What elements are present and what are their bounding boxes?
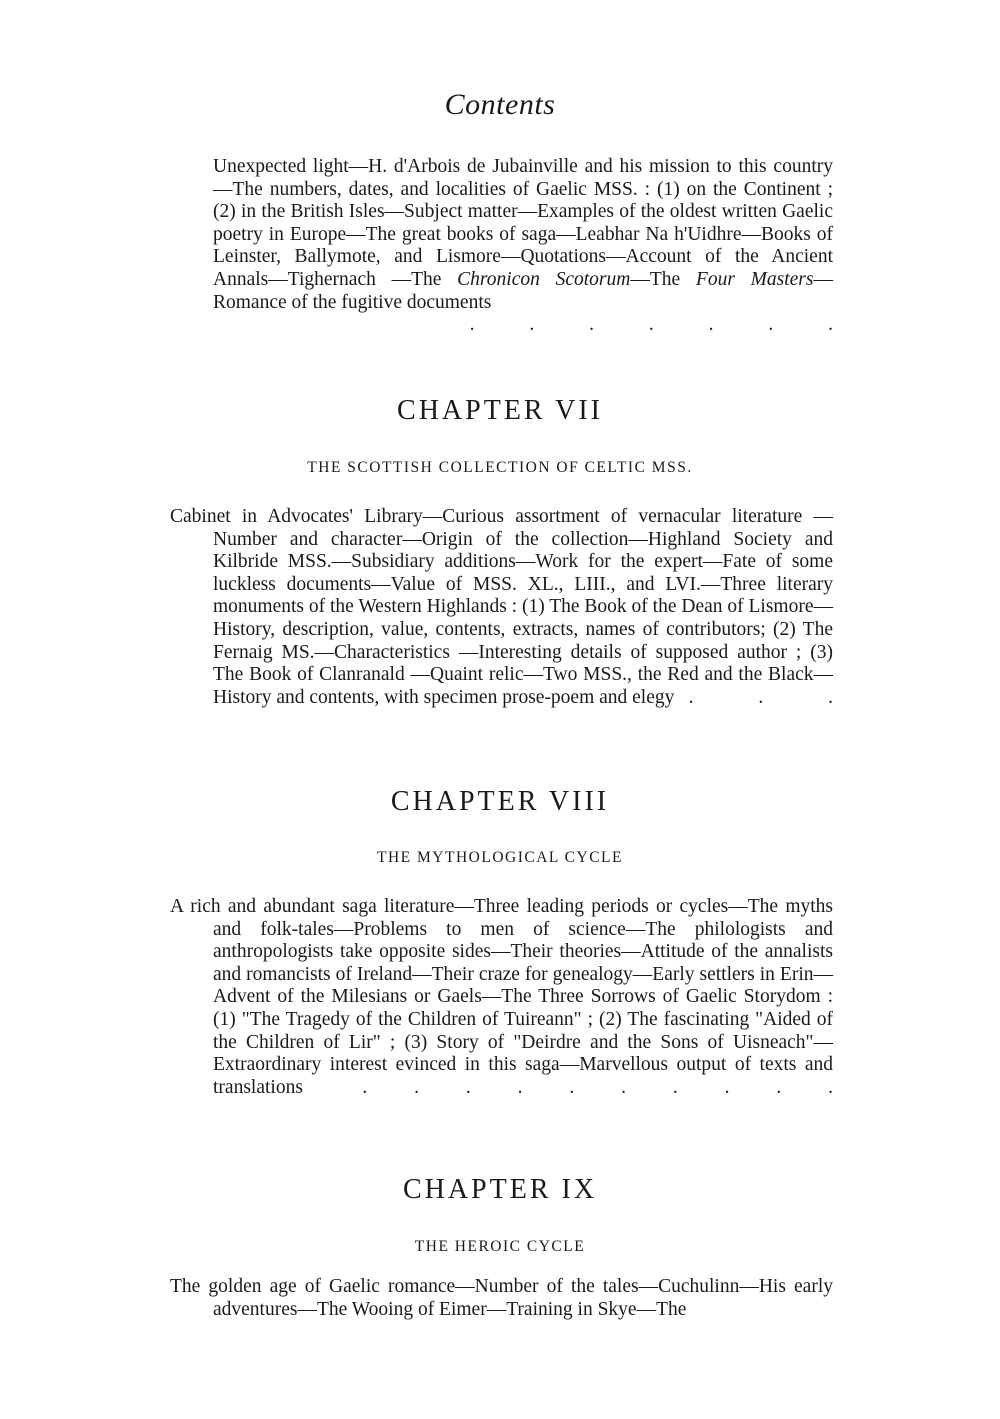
chapter6-summary-part3: —Romance of the fugitive documents xyxy=(213,268,833,313)
chapter9-heading: CHAPTER IX xyxy=(402,1174,598,1205)
chapter8-summary xyxy=(170,896,854,1099)
chapter6-italic-title-1: Chronicon Scotorum xyxy=(457,268,631,290)
chapter8-leader-dots: . . . . . . . . . . xyxy=(362,1076,854,1098)
chapter7-summary-text: Cabinet in Advocates' Library—Curious assortment of vernacular literature —Number and character—Origin of the collection—Highland Society and Kilbride MSS.—Subsidiary additions—Work for the expert—Fate of some luckless documents—Value of MSS. XL., LIII., and LVI.—Three literary monuments of the Western Highlands : (1) The Book of the Dean of Lismore—History, description, value, contents, extracts, names of contributors; (2) The Fernaig MS.—Characteristics —Interesting details of supposed author ; (3) The Book of Clanranald —Quaint relic—Two MSS., the Red and the Black—History and contents, with specimen prose-poem and elegy xyxy=(170,506,833,708)
chapter7-summary xyxy=(170,506,863,709)
running-head: Contents xyxy=(444,88,556,121)
chapter9-summary: The golden age of Gaelic romance—Number of the tales—Cuchulinn—His early adventures—The Wooing of Eimer—Training in Skye—The xyxy=(170,1276,833,1320)
chapter8-heading: CHAPTER VIII xyxy=(390,786,610,817)
chapter6-summary xyxy=(213,156,858,337)
chapter9-subtitle: THE HEROIC CYCLE xyxy=(414,1238,586,1255)
chapter6-leader-dots: . . . . . . . xyxy=(469,314,858,336)
chapter6-summary-part1: Unexpected light—H. d'Arbois de Jubainville and his mission to this country—The numbers, dates, and localities of Gaelic MSS. : (1) on the Continent ; (2) in the British Isles—Subject matter—Examples of the oldest written Gaelic poetry in Europe—The great books of saga—Leabhar Na h'Uidhre—Books of Leinster, Ballymote, and Lismore—Quotations—Account of the Ancient Annals—Tighernach —The xyxy=(213,156,833,290)
chapter7-subtitle: THE SCOTTISH COLLECTION OF CELTIC MSS. xyxy=(307,459,693,476)
chapter8-subtitle: THE MYTHOLOGICAL CYCLE xyxy=(377,849,623,866)
chapter6-italic-title-2: Four Masters xyxy=(695,268,814,290)
chapter8-summary-text: A rich and abundant saga literature—Three leading periods or cycles—The myths and folk-tales—Problems to men of science—The philologists and anthropologists take opposite sides—Their theories—Attitude of the annalists and romancists of Ireland—Their craze for genealogy—Early settlers in Erin—Advent of the Milesians or Gaels—The Three Sorrows of Gaelic Storydom : (1) "The Tragedy of the Children of Tuireann" ; (2) The fascinating "Aided of the Children of Lir" ; (3) Story of "Deirdre and the Sons of Uisneach"—Extraordinary interest evinced in this saga—Marvellous output of texts and translations xyxy=(170,896,833,1098)
chapter7-heading: CHAPTER VII xyxy=(397,395,603,426)
chapter6-summary-part2: —The xyxy=(630,268,696,290)
chapter7-leader-dots: . . . xyxy=(688,686,863,708)
